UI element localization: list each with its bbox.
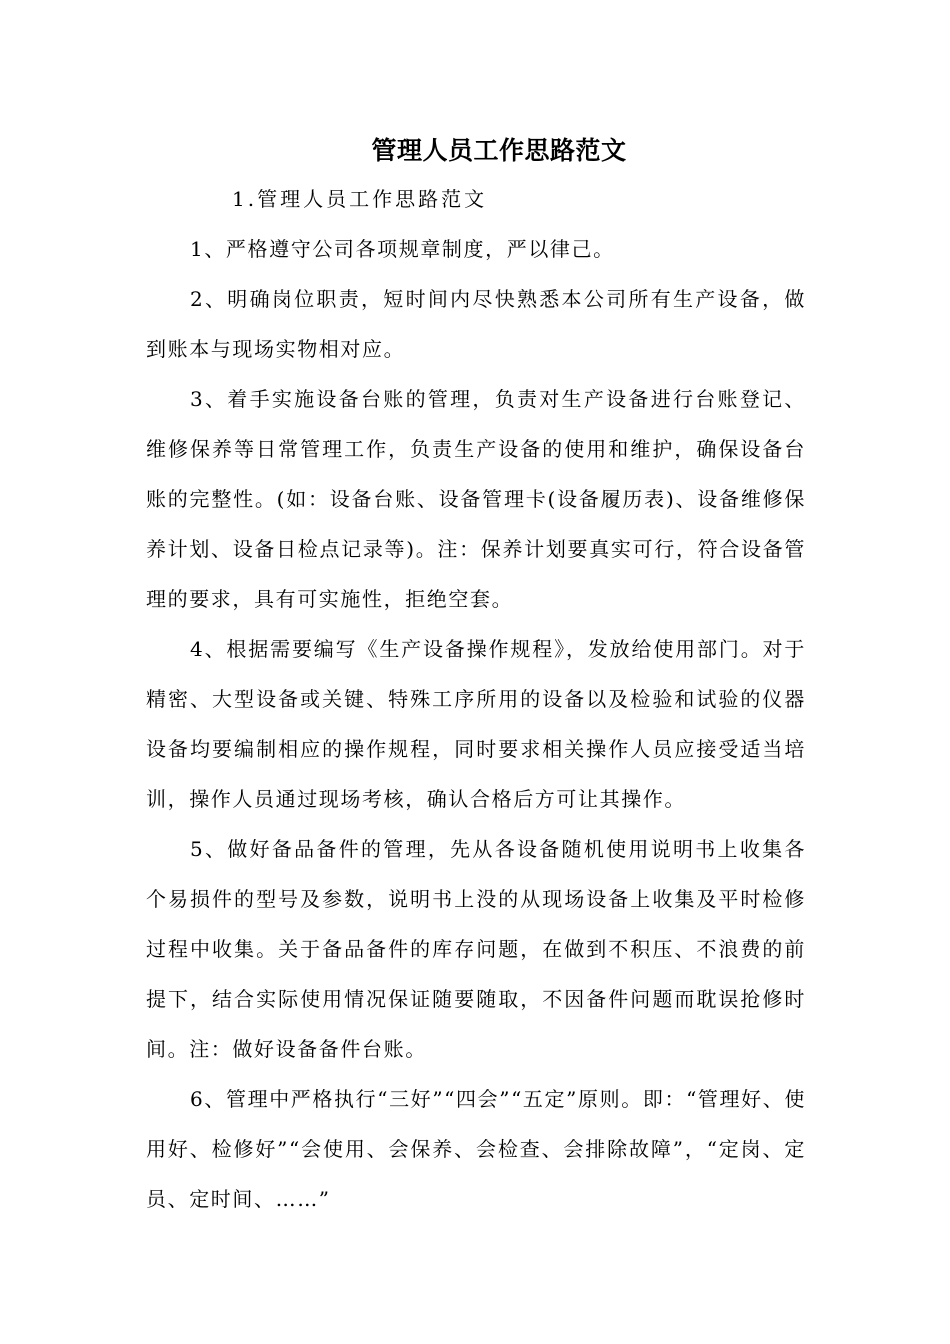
- paragraph-4: 4、根据需要编写《生产设备操作规程》，发放给使用部门。对于精密、大型设备或关键、特殊工序所用的设备以及检验和试验的仪器设备均要编制相应的操作规程，同时要求相关操作人员应接受适当培训，操作人员通过现场考核，确认合格后方可让其操作。: [146, 637, 806, 811]
- document-page: [146, 128, 806, 1224]
- paragraph-3: 3、着手实施设备台账的管理，负责对生产设备进行台账登记、维修保养等日常管理工作，负责生产设备的使用和维护，确保设备台账的完整性。(如：设备台账、设备管理卡(设备履历表)、设备维修保养计划、设备日检点记录等)。注：保养计划要真实可行，符合设备管理的要求，具有可实施性，拒绝空套。: [146, 387, 806, 611]
- document-subtitle: 1.管理人员工作思路范文: [232, 187, 488, 211]
- paragraph-2: 2、明确岗位职责，短时间内尽快熟悉本公司所有生产设备，做到账本与现场实物相对应。: [146, 287, 806, 361]
- document-title: 管理人员工作思路范文: [371, 136, 627, 165]
- paragraph-1: 1、严格遵守公司各项规章制度，严以律己。: [190, 237, 615, 261]
- paragraph-5: 5、做好备品备件的管理，先从各设备随机使用说明书上收集各个易损件的型号及参数，说明书上没的从现场设备上收集及平时检修过程中收集。关于备品备件的库存问题，在做到不积压、不浪费的前提下，结合实际使用情况保证随要随取，不因备件问题而耽误抢修时间。注：做好设备备件台账。: [146, 837, 806, 1061]
- paragraph-6: 6、管理中严格执行“三好”“四会”“五定”原则。即：“管理好、使用好、检修好”“会使用、会保养、会检查、会排除故障”，“定岗、定员、定时间、……”: [146, 1087, 806, 1211]
